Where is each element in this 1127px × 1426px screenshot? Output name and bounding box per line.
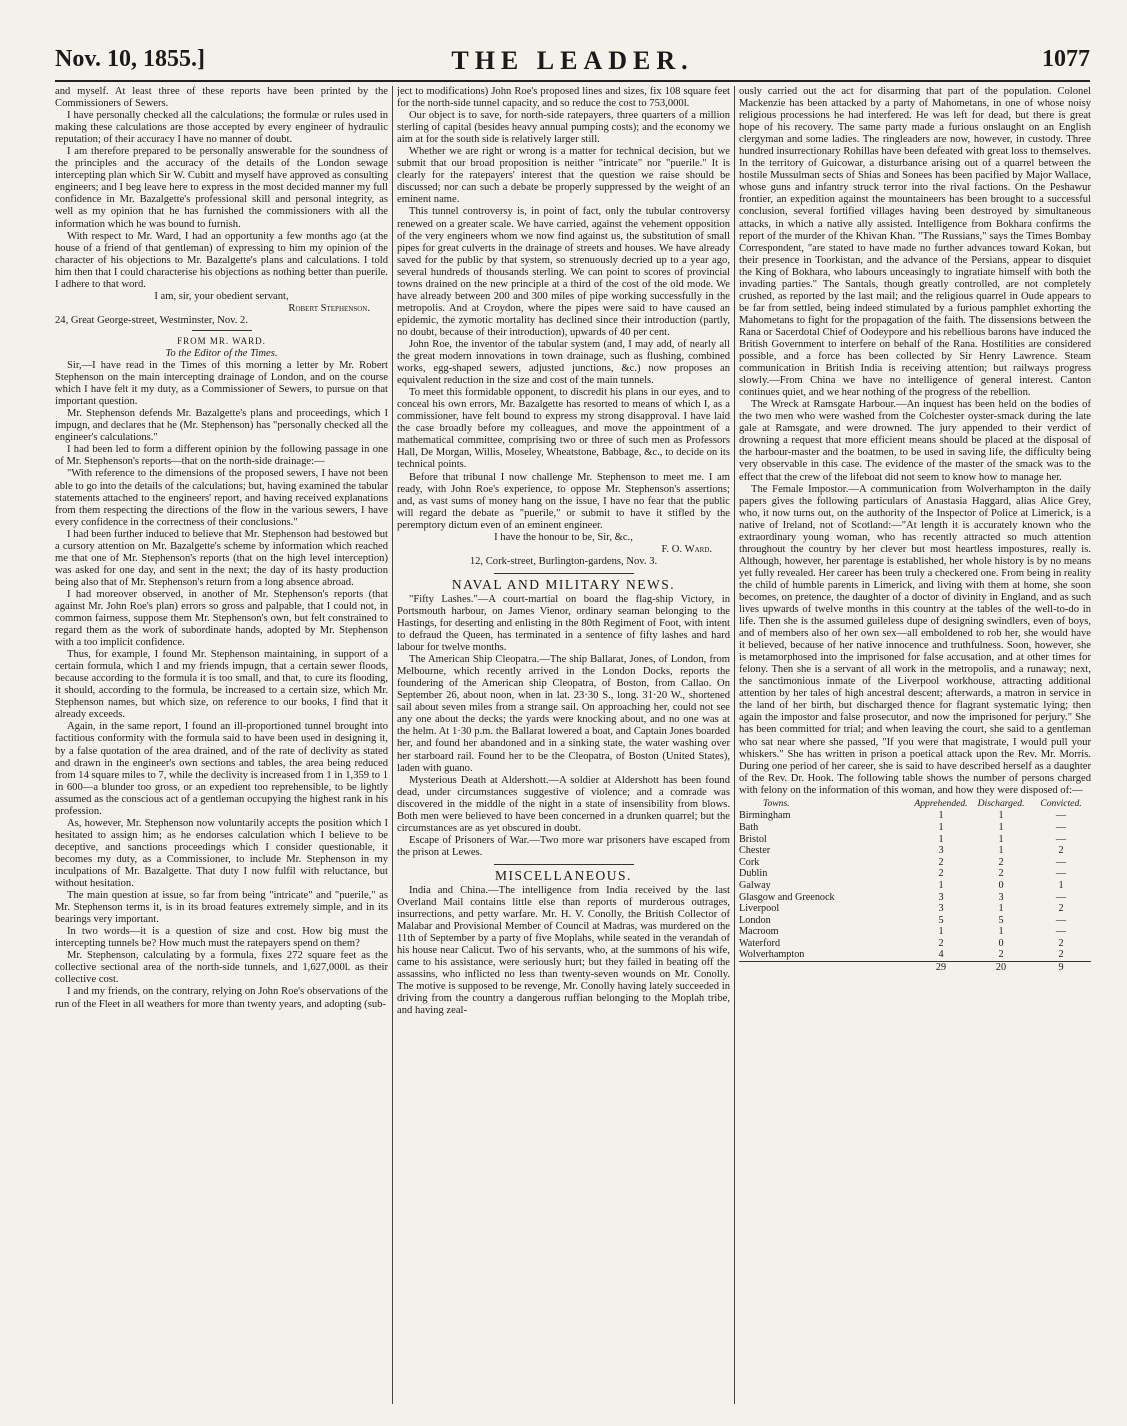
table-cell-count: 5 bbox=[938, 914, 944, 926]
table-cell-town: Glasgow and Greenock bbox=[739, 891, 835, 903]
table-cell-town: Wolverhampton bbox=[739, 949, 805, 961]
table-cell-count: 1 bbox=[998, 845, 1004, 857]
table-header: Convicted. bbox=[1040, 797, 1082, 809]
table-cell-count: — bbox=[1055, 810, 1067, 822]
paragraph: Before that tribunal I now challenge Mr. Stephenson to meet me. I am ready, with John Roe's experience, to oppose Mr. Stephenson's assertions; and, as vast sums of money hang on the issue, I have no fear that the public will regard the debate as "puerile," or submit to have it stifled by the peremptory dictum even of an eminent engineer. bbox=[397, 471, 730, 531]
table-cell-count: 1 bbox=[998, 833, 1004, 845]
table-row bbox=[739, 892, 1091, 904]
paragraph: John Roe, the inventor of the tabular system (and, I may add, of nearly all the great modern innovations in town drainage, such as flushing, combined works, egg-shaped sewers, adjusted junctions, &c.) now proposes an equivalent reduction in the size and cost of the main tunnels. bbox=[397, 338, 730, 387]
table-header: Discharged. bbox=[977, 797, 1025, 809]
table-cell-town: Chester bbox=[739, 845, 771, 857]
column-3 bbox=[739, 86, 1091, 1411]
column-1 bbox=[55, 86, 388, 1411]
page-number: 1077 bbox=[1042, 46, 1090, 72]
table-cell-count: 2 bbox=[1058, 903, 1064, 915]
table-cell-count: 1 bbox=[998, 926, 1004, 938]
paragraph: Again, in the same report, I found an ill-proportioned tunnel brought into factitious conformity with the formula said to have been used in designing it, by a false quotation of the area drained, and of the rate of declivity as stated and drawn in the engineer's own sections and tables, the area being reduced from 14 square miles to 7, while the declivity is increased from 1 in 1,359 to 1 in 600—a blunder too gross, or an expedient too reprehensible, to be lightly assumed as the conscious act of a gentleman occupying the highest rank in his profession. bbox=[55, 721, 388, 817]
table-cell-count: — bbox=[1055, 868, 1067, 880]
paragraph: Mr. Stephenson, calculating by a formula, fixes 272 square feet as the collective sectional area of the north-side tunnels, and 1,627,000l. as their collective cost. bbox=[55, 950, 388, 986]
letter-heading: FROM MR. WARD. bbox=[177, 335, 266, 346]
paragraph: I had moreover observed, in another of Mr. Stephenson's reports (that against Mr. John Roe's plan) errors so gross and palpable, that I could not, in common fairness, suppose them Mr. Stephenson's own, but felt constrained to regard them as the work of subordinate hands, adopted by Mr. Stephenson with a too implicit confidence. bbox=[55, 588, 388, 649]
table-cell-count: 1 bbox=[998, 903, 1004, 915]
table-cell-count: 2 bbox=[938, 937, 944, 949]
letter-closing: I am, sir, your obedient servant, bbox=[154, 290, 289, 302]
paragraph: With respect to Mr. Ward, I had an opportunity a few months ago (at the house of a friend of that gentleman) of expressing to him my opinion of the character of his objections to Mr. Bazalgette's plans and calculations. I told him then that I could characterise his objections as nothing better than puerile. I adhere to that word. bbox=[55, 230, 388, 290]
table-cell-town: Birmingham bbox=[739, 810, 791, 822]
news-item: The Female Impostor.—A communication from Wolverhampton in the daily papers gives the following particulars of Anastasia Haggard, alias Alice Grey, who, it now turns out, on the authority of the Inspector of Police at Limerick, is a native of Ireland, not of Scotland:—"At length it is accurately known who the extraordinary young woman, who has recently attracted so much attention throughout the country by her clever but most heartless impostures, really is. Although, however, her parentage is established, her whole history is by no means yet fully revealed. Her career has been truly a checkered one. From being in reality the child of humble parents in Limerick, and living with them at home, she soon becomes, on pretence, the daughter of a doctor of divinity in England, and as such lives upwards of twelve months in this country at the tables of the well-to-do in life. Then she is the assumed guileless dupe of designing swindlers, even of boys, and of members also of her own sex—all emboldened to rob her, she would have it believed, because of her native innocence and truthfulness. Soon, however, she is metamorphosed into the imprisoned for false accusation, and at other times for felony. Then she is a servant of all work in the metropolis, and a runaway; next, the sanctimonious inmate of the Liverpool workhouse, attracting additional attention by her tales of high ancestral descent; afterwards, a matron in service in the land of her birth, but discharged thence for flagrant systematic lying; then again the impostor and false prosecutor, and now the imprisoned for perjury." She has been committed for trial; and when leaving the court, she said to a gentleman who sat near where she passed, "If you were that magistrate, I would pull your whiskers." She has written in prison a poetical attack upon the Rev. Mr. Morris. During one period of her career, she is said to have described herself as a daughter of the Rev. Dr. Hook. The following table shows the number of persons charged with felony on the information of this woman, and how they were disposed of:— bbox=[739, 483, 1091, 796]
table-cell-count: 1 bbox=[998, 810, 1004, 822]
table-cell-count: 2 bbox=[1058, 937, 1064, 949]
table-cell-count: 2 bbox=[938, 856, 944, 868]
table-cell-count: 1 bbox=[938, 810, 944, 822]
letter-signature: F. O. Ward. bbox=[661, 543, 712, 555]
table-cell-count: — bbox=[1055, 833, 1067, 845]
news-item: Escape of Prisoners of War.—Two more war prisoners have escaped from the prison at Lewes. bbox=[397, 834, 730, 858]
table-cell-count: — bbox=[1055, 856, 1067, 868]
paragraph: This tunnel controversy is, in point of fact, only the tubular controversy renewed on a greater scale. We have carried, against the vehement opposition of the very engineers whom we now find against us, the substitution of small pipes for great culverts in the drainage of streets and houses. We have already saved for the public by that system, so strenuously decried up to a year ago, several hundreds of thousands sterling. We can point to scores of provincial towns drained on the new principle at a third of the cost of the old mode. We have already between 200 and 300 miles of pipe working successfully in the metropolis. And at Croydon, where the pipes were said to have caused an epidemic, the zymotic mortality has declined since their introduction (partly, no doubt, because of their introduction), upwards of 40 per cent. bbox=[397, 206, 730, 338]
section-divider bbox=[494, 864, 634, 865]
letter-closing: I have the honour to be, Sir, &c., bbox=[494, 531, 633, 543]
table-cell-count: 2 bbox=[998, 868, 1004, 880]
column-divider bbox=[392, 86, 393, 1404]
news-item: The Wreck at Ramsgate Harbour.—An inquest has been held on the bodies of the two men who were washed from the Colchester oyster-smack during the late gale at Ramsgate, and were drowned. The jury appended to their verdict of drowning a request that more efficient means should be placed at the disposal of the harbour-master and the boatmen, to be used in saving life, the difficulty being very observable in this case. The evidence of the master of the smack was to the effect that the crew of the lifeboat did not seem to know how to manage her. bbox=[739, 399, 1091, 483]
table-cell-count: 1 bbox=[1058, 879, 1064, 891]
table-cell-town: Dublin bbox=[739, 868, 768, 880]
letter-addressee: To the Editor of the Times. bbox=[165, 347, 278, 359]
table-cell-count: — bbox=[1055, 821, 1067, 833]
table-row bbox=[739, 926, 1091, 938]
table-cell-count: 4 bbox=[938, 949, 944, 961]
table-cell-count: 3 bbox=[938, 903, 944, 915]
table-cell-count: 2 bbox=[998, 949, 1004, 961]
table-cell-total bbox=[739, 962, 911, 974]
section-heading-naval: NAVAL AND MILITARY NEWS. bbox=[451, 576, 676, 592]
table-cell-count: 2 bbox=[1058, 949, 1064, 961]
paragraph: ously carried out the act for disarming that part of the population. Colonel Mackenzie has been attacked by a party of Mahometans, in one of whose noisy religious processions he had interfered. He was left for dead, but there is great hope of his recovery. The same party made a furious onslaught on an English clergyman and some ladies. The ringleaders are now, however, in custody. Three hundred insurrectionary Rohillas have been defeated with great loss to themselves. In the territory of Guicowar, a disturbance arising out of a quarrel between the hostile Mussulman sects of Shias and Sonees has been pacified by Major Wallace, whose guns and infantry struck terror into the rival factions. On the Peshawur frontier, an expedition against the mountaineers has been brought to a successful conclusion, several fortified villages having been destroyed by simultaneous attacks, in which a native ally assisted. Intelligence from Bokhara confirms the report of the murder of the Khivan Khan. "The Russians," says the Times Bombay Correspondent, "are stated to have made no further advances toward Kokan, but their presence in Toorkistan, and the advance of the Persians, appear to disquiet the King of Bokhara, who labours unceasingly to ingratiate himself with both the invading parties." The Santals, though greatly controlled, are not completely crushed, as reported by the last mail; and the religious quarrel in Oude appears to be far from settled, being indeed stimulated by a furious pamphlet exhorting the Mahometans to fight for the propagation of the faith. The dissensions between the Rana or Sacerdotal Chief of Oodeypore and his rebellious barons have induced the British Government to interfere on behalf of the Rana. Hostilities are considered possible, and a force has been collected by Sir Henry Lawrence. Steam communication in British India is receiving attention; but railways progress slowly.—From China we have no intelligence of general interest. Canton continues quiet, and we hear nothing of the progress of the rebellion. bbox=[739, 86, 1091, 399]
table-row bbox=[739, 903, 1091, 915]
table-row bbox=[739, 938, 1091, 950]
table-cell-town: Bath bbox=[739, 821, 759, 833]
table-cell-count: 2 bbox=[938, 868, 944, 880]
divider bbox=[192, 330, 252, 331]
table-cell-count: 3 bbox=[938, 891, 944, 903]
table-header: Apprehended. bbox=[914, 797, 968, 809]
news-item: Mysterious Death at Aldershott.—A soldier at Aldershott has been found dead, under circumstances suggestive of violence; and a comrade was discovered in the middle of the night in a state of insensibility from blows. Both men were believed to have been concerned in a drunken quarrel; but the circumstances are as yet obscured in doubt. bbox=[397, 774, 730, 834]
paragraph: I have personally checked all the calculations; the formulæ or rules used in making these calculations are those accepted by every engineer of hydraulic reputation; of their accuracy I have no manner of doubt. bbox=[55, 110, 388, 146]
table-cell-town: Waterford bbox=[739, 937, 781, 949]
felony-charges-table bbox=[739, 797, 1091, 974]
table-cell-count: 1 bbox=[938, 833, 944, 845]
news-item: "Fifty Lashes."—A court-martial on board the flag-ship Victory, in Portsmouth harbour, on James Vienor, ordinary seaman belonging to the Hastings, for deserting and enlisting in the 80th Regiment of Foot, with intent to defraud the Queen, has terminated in a sentence of fifty lashes and hard labour for twelve months. bbox=[397, 593, 730, 654]
table-cell-total: 29 bbox=[911, 962, 971, 974]
news-item: India and China.—The intelligence from India received by the last Overland Mail contains little else than reports of murderous outrages, insurrections, and petty warfare. Mr. H. V. Conolly, the British Collector of Malabar and Provisional Member of Council at Madras, was murdered on the 11th of September by a party of five Moplahs, while seated in the verandah of his house near Calicut. Two of his servants, who, at the summons of his wife, came to his assistance, were seriously hurt; but they failed in beating off the assassins, who inflicted no less than twenty-seven wounds on Mr. Conolly. The motive is supposed to be revenge, Mr. Conolly having lately succeeded in driving from the country a dangerous ruffian belonging to the Moplah tribe, and having zeal- bbox=[397, 885, 730, 1017]
issue-date: Nov. 10, 1855.] bbox=[55, 46, 205, 72]
letter-signature: Robert Stephenson. bbox=[288, 302, 370, 314]
section-heading-miscellaneous: MISCELLANEOUS. bbox=[495, 867, 632, 883]
table-cell-count: 2 bbox=[1058, 845, 1064, 857]
table-cell-count: — bbox=[1055, 891, 1067, 903]
letter-address: 24, Great George-street, Westminster, Nov. 2. bbox=[55, 314, 248, 326]
table-row bbox=[739, 834, 1091, 846]
table-header-row bbox=[739, 797, 1091, 811]
table-cell-count: 1 bbox=[938, 926, 944, 938]
table-cell-town: Macroom bbox=[739, 926, 779, 938]
table-cell-town: Cork bbox=[739, 856, 760, 868]
paragraph: I had been led to form a different opinion by the following passage in one of Mr. Stephenson's reports—that on the north-side drainage:— bbox=[55, 444, 388, 468]
paragraph: As, however, Mr. Stephenson now voluntarily accepts the position which I hesitated to assign him; as he endorses calculation which I believe to be deceptive, and sanctions proceedings which I consider questionable, it becomes my duty, as a Commissioner, to include Mr. Stephenson in my inculpations of Mr. Bazalgette. That duty I now fulfil with reluctance, but without hesitation. bbox=[55, 817, 388, 890]
table-cell-count: 1 bbox=[938, 821, 944, 833]
page-header bbox=[55, 40, 1090, 82]
paragraph: Our object is to save, for north-side ratepayers, three quarters of a million sterling of capital (besides heavy annual pumping costs); and the economy we aim at for the south side is relatively larger still. bbox=[397, 110, 730, 146]
table-row bbox=[739, 880, 1091, 892]
masthead-title: THE LEADER. bbox=[451, 46, 694, 75]
paragraph: I and my friends, on the contrary, relying on John Roe's observations of the run of the Fleet in all weathers for more than twenty years, and adopting (sub- bbox=[55, 986, 388, 1010]
paragraph: Sir,—I have read in the Times of this morning a letter by Mr. Robert Stephenson on the main intercepting drainage of London, and on the course which I have felt it my duty, as a Commissioner of Sewers, to pursue on that important question. bbox=[55, 360, 388, 408]
table-cell-count: — bbox=[1055, 914, 1067, 926]
table-totals-row bbox=[739, 962, 1091, 974]
paragraph: To meet this formidable opponent, to discredit his plans in our eyes, and to conceal his own errors, Mr. Bazalgette has resorted to means of which I, as a commissioner, have felt bound to express my strong disapproval. I have laid the case broadly before my colleagues, and move the appointment of a mathematical committee, comprising two or three of such men as Professors Hall, De Morgan, Willis, Moseley, Wheatstone, Babbage, &c., to decide on its technical points. bbox=[397, 387, 730, 471]
letter-address: 12, Cork-street, Burlington-gardens, Nov. 3. bbox=[469, 555, 658, 567]
table-cell-total: 20 bbox=[971, 962, 1031, 974]
table-row bbox=[739, 822, 1091, 834]
table-cell-count: 5 bbox=[998, 914, 1004, 926]
table-row bbox=[739, 915, 1091, 927]
table-cell-count: 1 bbox=[938, 879, 944, 891]
paragraph: Whether we are right or wrong is a matter for technical decision, but we submit that our broad proposition is neither "intricate" nor "puerile." It is clearly for the ratepayers' interest that the question we raise should be discussed; nor can such a debate be properly suppressed by the weight of an eminent name. bbox=[397, 146, 730, 206]
table-row bbox=[739, 857, 1091, 869]
table-cell-town: Galway bbox=[739, 879, 771, 891]
paragraph: I am therefore prepared to be personally answerable for the soundness of the principles and the accuracy of the details of the London sewage intercepting plan which Sir W. Cubitt and myself have approved as consulting engineers; and I beg leave here to express in the most decided manner my full confidence in Mr. Bazalgette's professional skill and personal integrity, as well as my opinion that he has furnished the commissioners with all the information which he was bound to furnish. bbox=[55, 146, 388, 230]
table-cell-count: 0 bbox=[998, 937, 1004, 949]
table-row bbox=[739, 845, 1091, 857]
paragraph: ject to modifications) John Roe's proposed lines and sizes, fix 108 square feet for the north-side tunnel capacity, and so reduce the cost to 753,000l. bbox=[397, 86, 730, 110]
paragraph: Mr. Stephenson defends Mr. Bazalgette's plans and proceedings, which I impugn, and declares that he (Mr. Stephenson) has "personally checked all the engineer's calculations." bbox=[55, 408, 388, 444]
column-2 bbox=[397, 86, 730, 1411]
table-cell-total: 9 bbox=[1031, 962, 1091, 974]
column-divider bbox=[734, 86, 735, 1404]
paragraph: In two words—it is a question of size and cost. How big must the intercepting tunnels be? How much must the ratepayers spend on them? bbox=[55, 926, 388, 950]
section-divider bbox=[494, 573, 634, 574]
table-cell-count: — bbox=[1055, 926, 1067, 938]
paragraph: and myself. At least three of these reports have been printed by the Commissioners of Sewers. bbox=[55, 86, 388, 110]
paragraph: I had been further induced to believe that Mr. Stephenson had bestowed but a cursory attention on Mr. Bazalgette's scheme by information which reached me that one of Mr. Stephenson's reports (that on the high level interception) was asked for one day, and sent in the next; the day of its hasty production being also that of Mr. Stephenson's return from a long absence abroad. bbox=[55, 528, 388, 588]
news-item: The American Ship Cleopatra.—The ship Ballarat, Jones, of London, from Melbourne, which recently arrived in the London Docks, reports the foundering of the American ship Cleopatra, of Boston, from Callao. On September 26, about noon, when in lat. 23·30 S., long. 31·20 W., shortened sail about seven miles from a strange sail. On approaching her, could not see any one about the decks; the yards were knocking about, and no one was at the helm. At 1·30 p.m. the Ballarat lowered a boat, and Captain Jones boarded her, and found her abandoned and in a sinking state, the water washing over her starboard rail. Found her to be the Cleopatra, of Boston (United States), laden with guano. bbox=[397, 654, 730, 774]
table-cell-count: 2 bbox=[998, 856, 1004, 868]
table-cell-town: Bristol bbox=[739, 833, 767, 845]
table-cell-town: London bbox=[739, 914, 771, 926]
table-row bbox=[739, 949, 1091, 961]
table-row bbox=[739, 868, 1091, 880]
paragraph: Thus, for example, I found Mr. Stephenson maintaining, in support of a certain formula, which I and my friends impugn, that a certain sewer floods, because according to the formula it is too small, and that, to cure its flooding, it should, according to the formula, be increased to a certain size, which Mr. Stephenson names, but which size, on reference to our books, I find that it already exceeds. bbox=[55, 649, 388, 721]
table-header: Towns. bbox=[763, 797, 790, 809]
table-cell-count: 3 bbox=[938, 845, 944, 857]
table-cell-count: 3 bbox=[998, 891, 1004, 903]
table-row bbox=[739, 810, 1091, 822]
table-cell-count: 1 bbox=[998, 821, 1004, 833]
table-cell-town: Liverpool bbox=[739, 903, 780, 915]
paragraph: The main question at issue, so far from being "intricate" and "puerile," as Mr. Stephenson terms it, is in its broad features extremely simple, and in its bearings very important. bbox=[55, 890, 388, 926]
table-cell-count: 0 bbox=[998, 879, 1004, 891]
quoted-paragraph: "With reference to the dimensions of the proposed sewers, I have not been able to go into the details of the calculations; but, having examined the tabular statements attached to the engineers' report, and having received explanations from them respecting the directions of the flow in the various sewers, I have every confidence in the correctness of their conclusions." bbox=[55, 468, 388, 528]
